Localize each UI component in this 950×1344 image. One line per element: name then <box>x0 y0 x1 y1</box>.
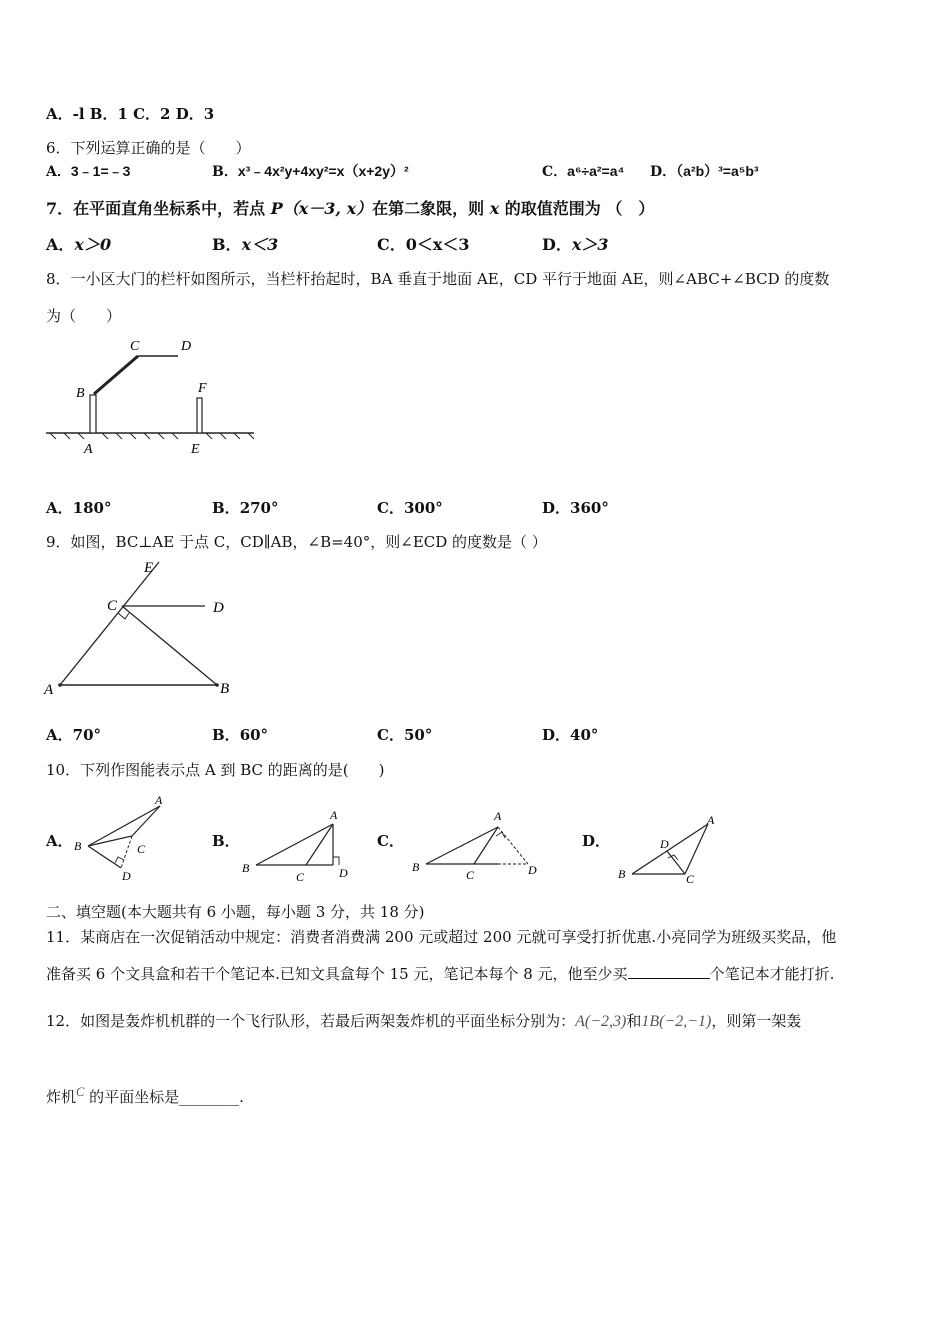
q11-line2: 准备买 6 个文具盒和若干个笔记本.已知文具盒每个 15 元，笔记本每个 8 元，他至少买 个笔记本才能打折. <box>46 965 835 983</box>
q7-option-a: A．x＞0 <box>46 235 112 254</box>
q5-options: A．-l B．1 C．2 D．3 <box>46 105 215 123</box>
q6-option-c: C．a⁶÷a²=a⁴ <box>542 163 625 180</box>
q10-figure-c <box>398 802 548 887</box>
q11-line1: 11．某商店在一次促销活动中规定：消费者消费满 200 元或超过 200 元就可享受打折优惠.小亮同学为班级买奖品，他 <box>46 928 837 946</box>
svg-text:B: B <box>74 839 82 853</box>
q10-option-a-label: A． <box>46 832 73 850</box>
svg-text:D: D <box>339 866 348 880</box>
q8-option-a: A．180° <box>46 499 112 517</box>
svg-text:A: A <box>155 793 163 807</box>
q7-option-d: D．x＞3 <box>542 235 609 254</box>
q8-stem-line1: 8．一小区大门的栏杆如图所示，当栏杆抬起时，BA 垂直于地面 AE，CD 平行于地面 AE，则∠ABC+∠BCD 的度数 <box>46 270 830 288</box>
q8-stem-line2: 为（ ） <box>46 307 122 325</box>
q12-line2: 炸机$^C$ 的平面坐标是________. <box>46 1085 244 1106</box>
q8-option-d: D．360° <box>542 499 609 517</box>
q6-stem: 6．下列运算正确的是（ ） <box>46 139 251 157</box>
q7-option-c: C．0＜x＜3 <box>377 235 470 254</box>
label-a: A <box>44 682 54 698</box>
line-ae <box>60 562 159 685</box>
q9-option-a: A．70° <box>46 726 102 744</box>
q10-figure-b <box>236 802 361 887</box>
svg-text:B: B <box>242 861 250 875</box>
q9-option-c: C．50° <box>377 726 433 744</box>
q10-option-c-label: C． <box>377 832 404 850</box>
segment-cb <box>122 606 217 685</box>
label-c: C <box>130 339 140 354</box>
svg-text:C: C <box>466 868 475 882</box>
svg-text:A: A <box>330 808 338 822</box>
q8-gate-figure <box>42 335 262 460</box>
q7-stem: 7．在平面直角坐标系中，若点 P（x－3, x）在第二象限，则 x 的取值范围为 （ ） <box>46 199 655 218</box>
label-d: D <box>181 339 192 354</box>
svg-text:A: A <box>707 813 715 827</box>
label-f: F <box>198 381 207 396</box>
svg-text:C: C <box>137 842 146 856</box>
q11-answer-blank <box>628 978 710 979</box>
label-c: C <box>107 598 118 614</box>
section-title: 二、填空题(本大题共有 6 小题，每小题 3 分，共 18 分) <box>46 903 425 921</box>
svg-text:D: D <box>528 863 537 877</box>
right-angle-mark <box>118 613 129 619</box>
label-d: D <box>213 600 224 616</box>
q8-option-b: B．270° <box>212 499 279 517</box>
svg-text:A: A <box>494 809 502 823</box>
q8-option-c: C．300° <box>377 499 443 517</box>
q6-option-a: A．3﹣1=﹣3 <box>46 163 131 180</box>
svg-text:C: C <box>686 872 695 886</box>
q9-figure <box>40 558 240 703</box>
svg-text:D: D <box>122 869 131 883</box>
q7-option-b: B．x＜3 <box>212 235 279 254</box>
label-e: E <box>144 560 154 576</box>
q9-option-d: D．40° <box>542 726 599 744</box>
label-b: B <box>220 681 230 697</box>
post-ef <box>197 398 202 433</box>
svg-text:B: B <box>618 867 626 881</box>
q10-stem: 10．下列作图能表示点 A 到 BC 的距离的是( ) <box>46 761 385 779</box>
q10-option-b-label: B． <box>212 832 240 850</box>
q6-option-d: D．（a²b）³=a⁵b³ <box>650 163 759 180</box>
q10-figure-a <box>66 792 176 887</box>
post-ab <box>90 395 96 433</box>
q10-option-d-label: D． <box>582 832 611 850</box>
svg-text:D: D <box>660 837 669 851</box>
label-b: B <box>76 386 85 401</box>
label-e: E <box>191 442 200 457</box>
q10-figure-d <box>606 808 731 888</box>
label-a: A <box>84 442 93 457</box>
q9-option-b: B．60° <box>212 726 269 744</box>
q6-option-b: B．x³﹣4x²y+4xy²=x（x+2y）² <box>212 163 409 180</box>
q9-stem: 9．如图，BC⊥AE 于点 C，CD∥AB，∠B=40°，则∠ECD 的度数是（ ） <box>46 533 547 551</box>
q12-line1: 12．如图是轰炸机机群的一个飞行队形，若最后两架轰炸机的平面坐标分别为：A(−2,3)和1B(−2,−1)，则第一架轰 <box>46 1012 802 1030</box>
ground-hatching <box>50 433 254 439</box>
bar-bc <box>94 356 138 394</box>
svg-text:C: C <box>296 870 305 884</box>
svg-text:B: B <box>412 860 420 874</box>
